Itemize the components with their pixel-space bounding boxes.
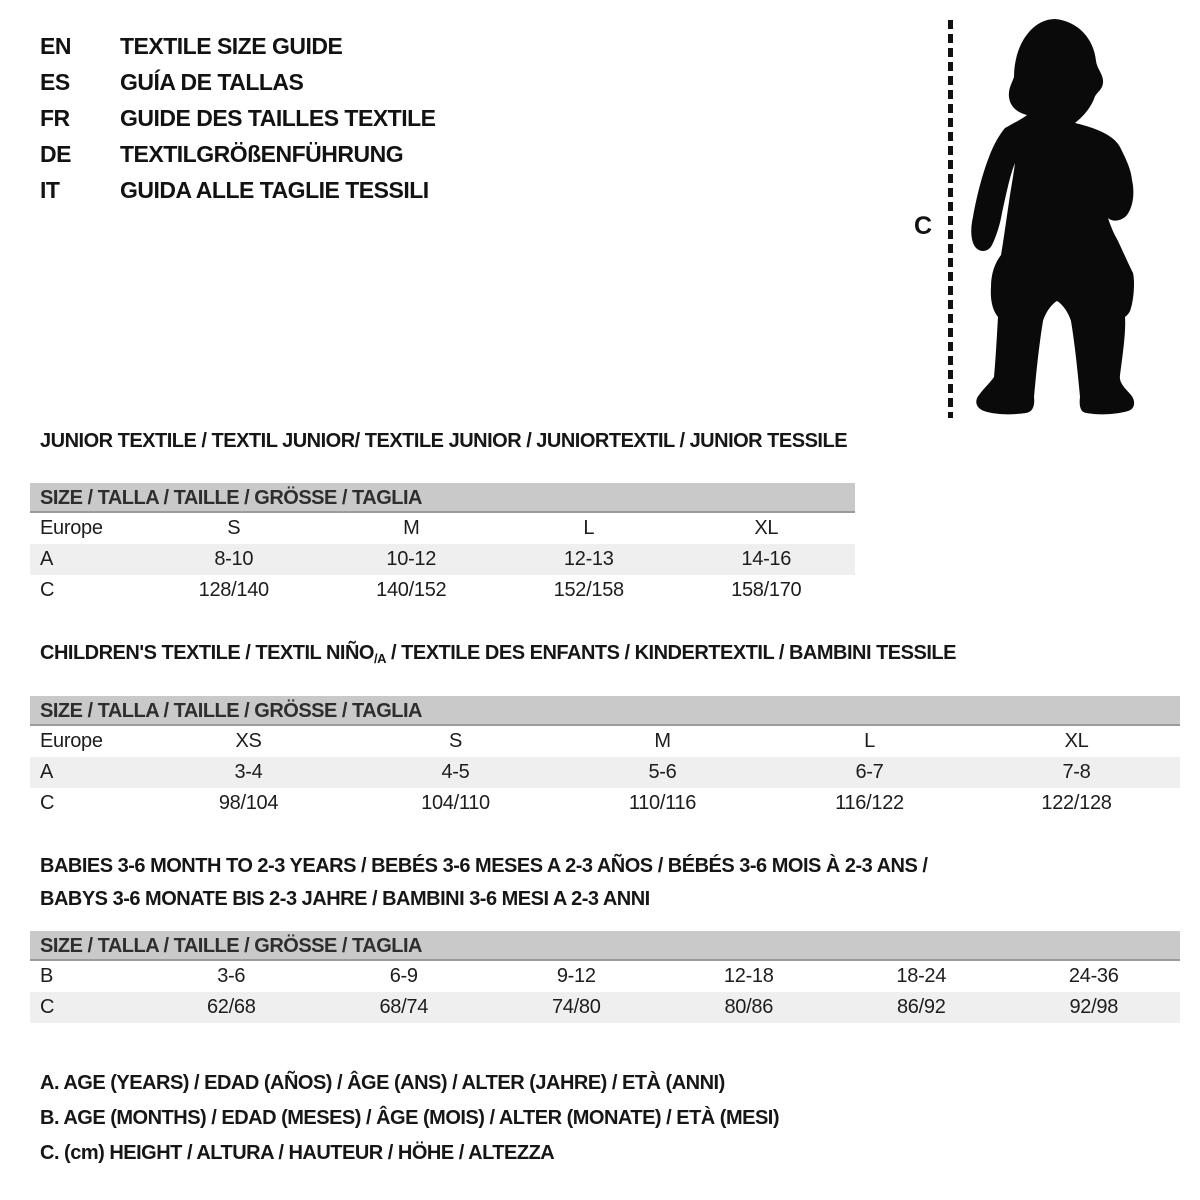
table-cell: 8-10 (214, 548, 254, 570)
children-title-subscript: /A (373, 651, 386, 666)
table-cell: 116/122 (835, 792, 904, 814)
height-measure-dashed-line (948, 20, 953, 418)
lang-row-es (40, 64, 436, 100)
table-cell: 5-6 (648, 761, 677, 783)
table-cell: 128/140 (198, 579, 269, 601)
table-cell: 10-12 (386, 548, 437, 570)
table-cell: 3-6 (217, 965, 246, 987)
table-cell: S (448, 730, 463, 752)
junior-size-header: SIZE / TALLA / TAILLE / GRÖSSE / TAGLIA (30, 483, 855, 513)
table-cell: 68/74 (379, 996, 429, 1018)
row-label: B (40, 965, 54, 987)
lang-row-fr (40, 100, 436, 136)
table-cell: 74/80 (551, 996, 601, 1018)
table-cell: 80/86 (724, 996, 774, 1018)
table-cell: 7-8 (1062, 761, 1091, 783)
babies-size-header: SIZE / TALLA / TAILLE / GRÖSSE / TAGLIA (30, 931, 1180, 961)
table-cell: 3-4 (234, 761, 263, 783)
lang-title-en: TEXTILE SIZE GUIDE (120, 33, 343, 59)
children-section (30, 642, 1180, 819)
table-cell: 12-18 (723, 965, 774, 987)
table-cell: 14-16 (741, 548, 792, 570)
children-title-rest: / TEXTILE DES ENFANTS / KINDERTEXTIL / BAMBINI TESSILE (385, 642, 956, 664)
table-row (30, 513, 855, 544)
table-cell: 86/92 (896, 996, 946, 1018)
row-label: A (40, 548, 54, 570)
lang-title-it: GUIDA ALLE TAGLIE TESSILI (120, 177, 429, 203)
table-cell: 4-5 (441, 761, 470, 783)
lang-code-de: DE (40, 141, 71, 167)
babies-section-title-line2: BABYS 3-6 MONATE BIS 2-3 JAHRE / BAMBINI 3-6 MESI A 2-3 ANNI (40, 888, 650, 910)
children-title-main: CHILDREN'S TEXTILE / TEXTIL NIÑO (40, 642, 374, 664)
legend-line-a: A. AGE (YEARS) / EDAD (AÑOS) / ÂGE (ANS) / ALTER (JAHRE) / ETÀ (ANNI) (40, 1072, 725, 1094)
lang-code-it: IT (40, 177, 60, 203)
row-label: A (40, 761, 54, 783)
row-label: C (40, 996, 55, 1018)
table-cell: 62/68 (206, 996, 256, 1018)
table-cell: 18-24 (896, 965, 947, 987)
table-cell: 24-36 (1068, 965, 1119, 987)
table-cell: 12-13 (563, 548, 614, 570)
measurement-figure (900, 0, 1160, 430)
lang-title-fr: GUIDE DES TAILLES TEXTILE (120, 105, 436, 131)
table-cell: 122/128 (1041, 792, 1112, 814)
toddler-silhouette-icon (962, 15, 1147, 420)
table-row (30, 788, 1180, 819)
table-cell: 110/116 (628, 792, 697, 814)
lang-row-it (40, 172, 436, 208)
lang-code-fr: FR (40, 105, 70, 131)
junior-section-title: JUNIOR TEXTILE / TEXTIL JUNIOR/ TEXTILE JUNIOR / JUNIORTEXTIL / JUNIOR TESSILE (40, 430, 848, 452)
lang-code-en: EN (40, 33, 71, 59)
table-cell: 6-9 (389, 965, 418, 987)
table-cell: M (403, 517, 420, 539)
table-cell: 140/152 (376, 579, 447, 601)
lang-title-de: TEXTILGRÖßENFÜHRUNG (120, 141, 404, 167)
table-cell: 158/170 (731, 579, 802, 601)
table-row (30, 992, 1180, 1023)
table-row (30, 726, 1180, 757)
table-cell: S (227, 517, 241, 539)
row-label: Europe (40, 730, 103, 752)
babies-section (30, 850, 1180, 1023)
lang-title-es: GUÍA DE TALLAS (120, 69, 304, 95)
table-cell: 104/110 (421, 792, 490, 814)
table-row (30, 757, 1180, 788)
table-cell: M (654, 730, 671, 752)
table-cell: XL (754, 517, 779, 539)
table-cell: 9-12 (556, 965, 596, 987)
lang-code-es: ES (40, 69, 70, 95)
legend-line-c: C. (cm) HEIGHT / ALTURA / HAUTEUR / HÖHE / ALTEZZA (40, 1142, 555, 1164)
table-cell: 98/104 (218, 792, 279, 814)
height-measure-label: C (914, 212, 933, 240)
table-cell: L (864, 730, 875, 752)
row-label: Europe (40, 517, 103, 539)
lang-row-de (40, 136, 436, 172)
row-label: C (40, 792, 55, 814)
table-cell: 92/98 (1069, 996, 1119, 1018)
table-row (30, 575, 855, 606)
table-row (30, 544, 855, 575)
row-label: C (40, 579, 55, 601)
children-size-header: SIZE / TALLA / TAILLE / GRÖSSE / TAGLIA (30, 696, 1180, 726)
babies-section-title-line1: BABIES 3-6 MONTH TO 2-3 YEARS / BEBÉS 3-6 MESES A 2-3 AÑOS / BÉBÉS 3-6 MOIS À 2-3 ANS / (40, 855, 928, 877)
legend-line-b: B. AGE (MONTHS) / EDAD (MESES) / ÂGE (MOIS) / ALTER (MONATE) / ETÀ (MESI) (40, 1107, 780, 1129)
junior-section (30, 430, 855, 606)
lang-row-en (40, 28, 436, 64)
language-title-list (40, 28, 436, 208)
children-section-title (30, 642, 1180, 670)
legend (40, 1066, 779, 1171)
table-cell: XS (235, 730, 262, 752)
table-row (30, 961, 1180, 992)
table-cell: 6-7 (855, 761, 884, 783)
table-cell: 152/158 (553, 579, 624, 601)
table-cell: L (583, 517, 595, 539)
table-cell: XL (1064, 730, 1089, 752)
